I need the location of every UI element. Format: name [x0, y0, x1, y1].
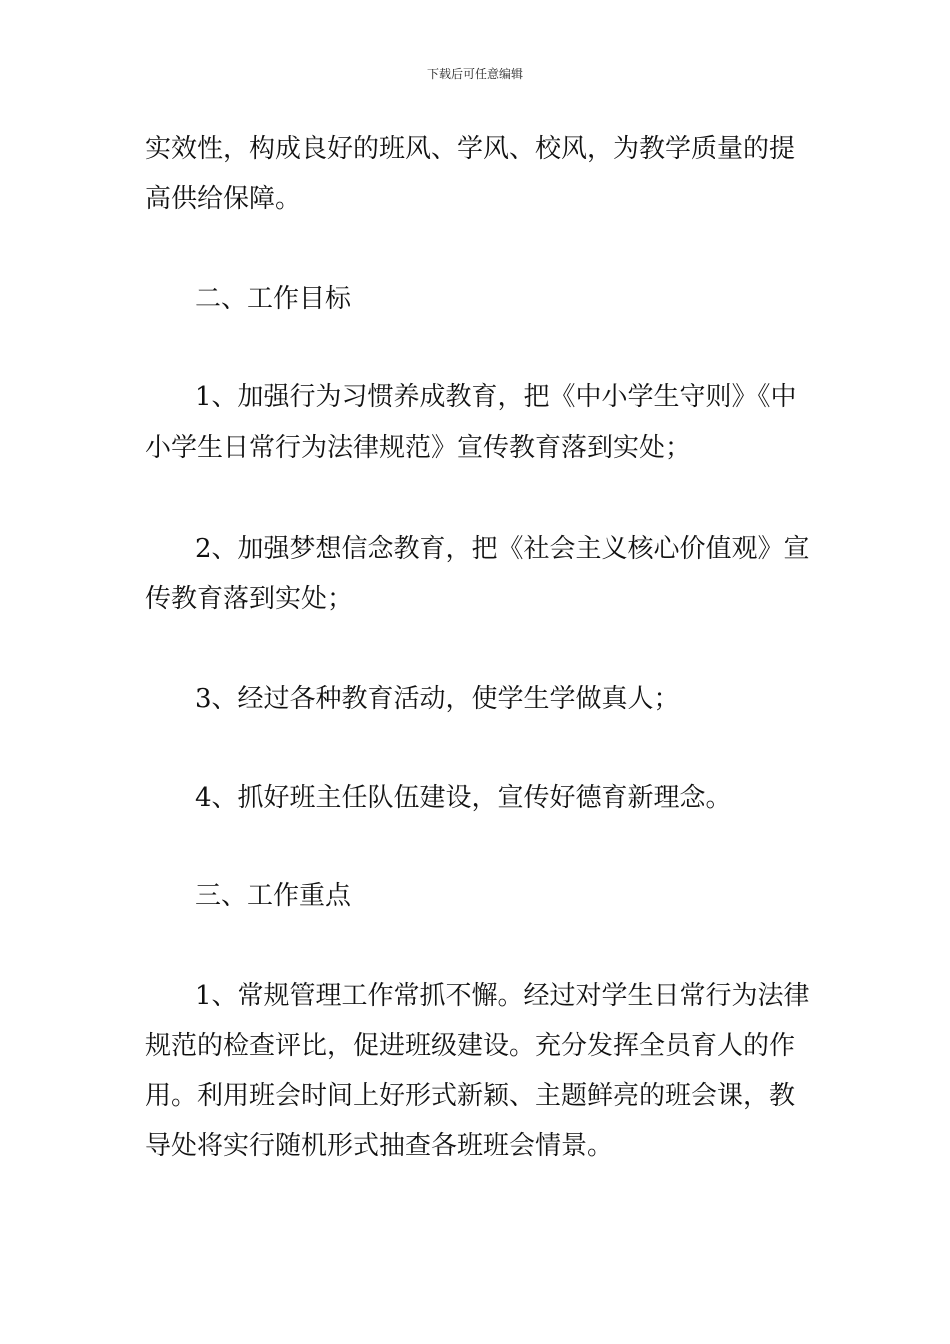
page-header: 下载后可任意编辑: [426, 67, 523, 81]
section-heading: 二、工作目标: [195, 284, 352, 314]
text-line: 用。利用班会时间上好形式新颖、主题鲜亮的班会课，教: [145, 1081, 796, 1111]
text-line: 小学生日常行为法律规范》宣传教育落到实处；: [145, 433, 692, 463]
text-line: 导处将实行随机形式抽查各班班会情景。: [145, 1131, 614, 1161]
text-line: 3、经过各种教育活动，使学生学做真人；: [195, 684, 680, 714]
section-heading: 三、工作重点: [195, 881, 352, 911]
text-line: 规范的检查评比，促进班级建设。充分发挥全员育人的作: [145, 1031, 796, 1061]
text-line: 实效性，构成良好的班风、学风、校风，为教学质量的提: [145, 134, 796, 164]
text-line: 4、抓好班主任队伍建设，宣传好德育新理念。: [195, 783, 732, 813]
text-line: 2、加强梦想信念教育，把《社会主义核心价值观》宣: [195, 534, 810, 564]
text-line: 传教育落到实处；: [145, 584, 354, 614]
text-line: 高供给保障。: [145, 184, 302, 214]
text-line: 1、常规管理工作常抓不懈。经过对学生日常行为法律: [195, 981, 810, 1011]
text-line: 1、加强行为习惯养成教育，把《中小学生守则》《中: [195, 382, 797, 412]
